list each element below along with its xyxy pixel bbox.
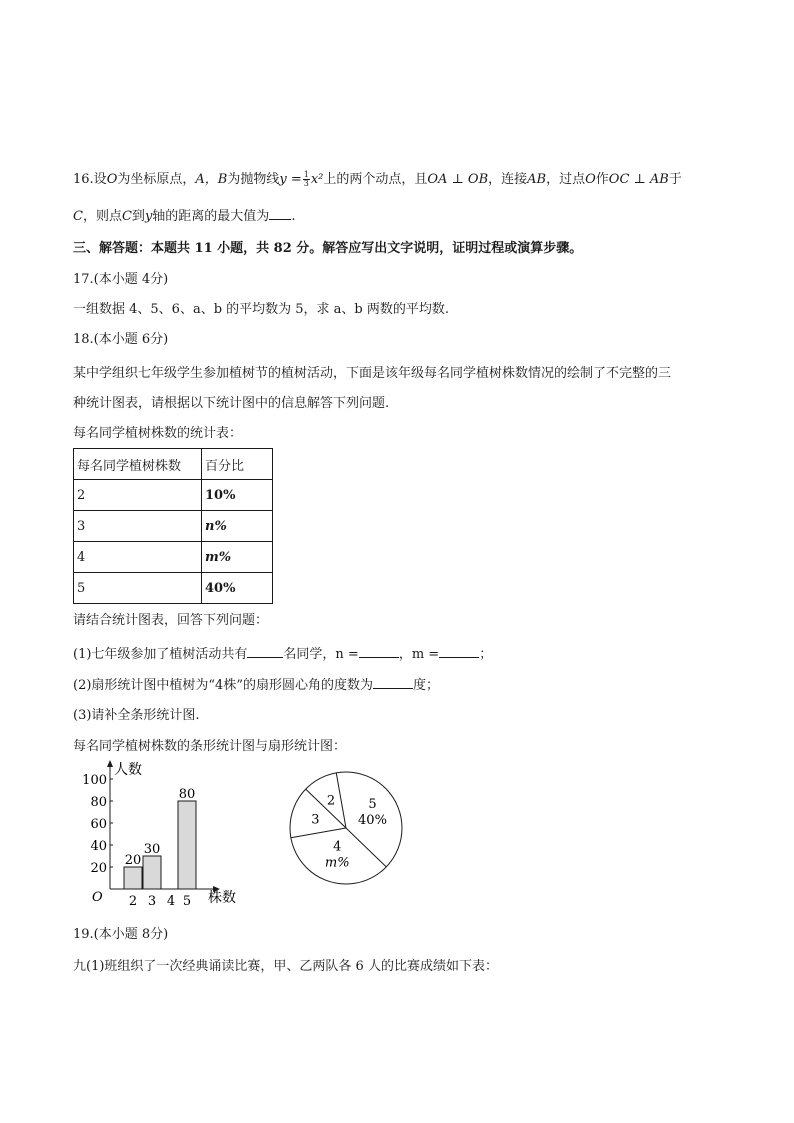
pie-slice-label: 2 [326,793,336,809]
chart-title: 每名同学植树株数的条形统计图与扇形统计图： [73,739,347,754]
q18-intro-line2: 种统计图表，请根据以下统计图中的信息解答下列问题. [73,396,390,411]
pie-slice-label: 5 [368,796,377,812]
table-cell: 10% [202,480,273,511]
y-axis-arrow [107,760,113,767]
answer-blank [359,645,399,658]
table-row [74,511,273,542]
pie-slice-label: 4 [333,839,342,855]
q18-sub3: (3)请补全条形统计图. [73,708,200,723]
table-cell: 40% [202,573,273,604]
stat-table [73,448,273,604]
bar-data-label: 30 [143,842,161,857]
y-axis-label: 人数 [114,762,142,778]
q19-header: 19.(本小题 8分) [73,927,169,942]
fraction: $\frac{1}{3}$ [303,170,309,188]
pie-slice-value-label: 40% [358,812,387,828]
y-tick-label: 40 [90,839,107,854]
section-header: 三、解答题：本题共 11 小题，共 82 分。解答应写出文字说明，证明过程或演算步骤。 [73,241,583,256]
answer-blank [269,207,291,220]
pie-chart [288,770,408,890]
pie-slice-value-label: m% [324,855,350,871]
table-cell: 2 [74,480,202,511]
q16-line1: 16.设O为坐标原点，A，B为抛物线y = $\frac{1}{3}$ x²上的两个动点，且OA ⊥ OB，连接AB，过点O作OC ⊥ AB于 [73,170,682,188]
pie-slice-boundary [346,828,386,867]
bar-data-label: 80 [178,787,196,802]
table-cell: 5 [74,573,202,604]
bar-data-label: 20 [124,853,142,868]
bar [143,856,161,889]
y-tick-label: 20 [90,861,107,876]
answer-blank [247,645,283,658]
q18-intro-line1: 某中学组织七年级学生参加植树节的植树活动，下面是该年级每名同学植树株数情况的绘制了不完整的三 [73,366,672,381]
table-row [74,480,273,511]
q16-line2: C，则点C到y轴的距离的最大值为 . [73,209,296,224]
table-header-cell: 每名同学植树株数 [74,449,202,480]
pie-slice-boundary [291,828,346,838]
q17-header: 17.(本小题 4分) [73,272,169,287]
x-tick-label: 2 [128,894,138,908]
table-title: 每名同学植树株数的统计表： [73,426,243,441]
table-cell: 3 [74,511,202,542]
bar [178,801,196,889]
q18-sub1: (1)七年级参加了植树活动共有 名同学，n = ，m = ； [73,647,493,662]
y-tick-label: 60 [90,817,107,832]
table-header-row [74,449,273,480]
q19-text: 九(1)班组织了一次经典诵读比赛，甲、乙两队各 6 人的比赛成绩如下表： [73,959,498,974]
x-tick-label: 3 [147,894,157,908]
table-cell: n% [202,511,273,542]
table-cell: m% [202,542,273,573]
q18-header: 18.(本小题 6分) [73,332,169,347]
answer-blank [373,676,413,689]
y-tick-label: 100 [82,773,107,788]
bar-chart [70,758,270,908]
q18-sub2: (2)扇形统计图中植树为“4株”的扇形圆心角的度数为 度； [73,678,439,693]
origin-label: O [92,890,103,905]
pie-slice-label: 3 [311,812,320,828]
answer-blank [439,645,479,658]
q18-prompt: 请结合统计图表，回答下列问题： [73,613,269,628]
table-cell: 4 [74,542,202,573]
table-header-cell: 百分比 [202,449,273,480]
x-axis-label: 株数 [208,890,236,906]
x-tick-label: 5 [182,894,192,908]
bar [124,867,142,889]
table-row [74,542,273,573]
x-tick-label: 4 [166,894,176,908]
table-row [74,573,273,604]
y-tick-label: 80 [90,795,107,810]
q17-text: 一组数据 4、5、6、a、b 的平均数为 5，求 a、b 两数的平均数. [73,302,450,317]
